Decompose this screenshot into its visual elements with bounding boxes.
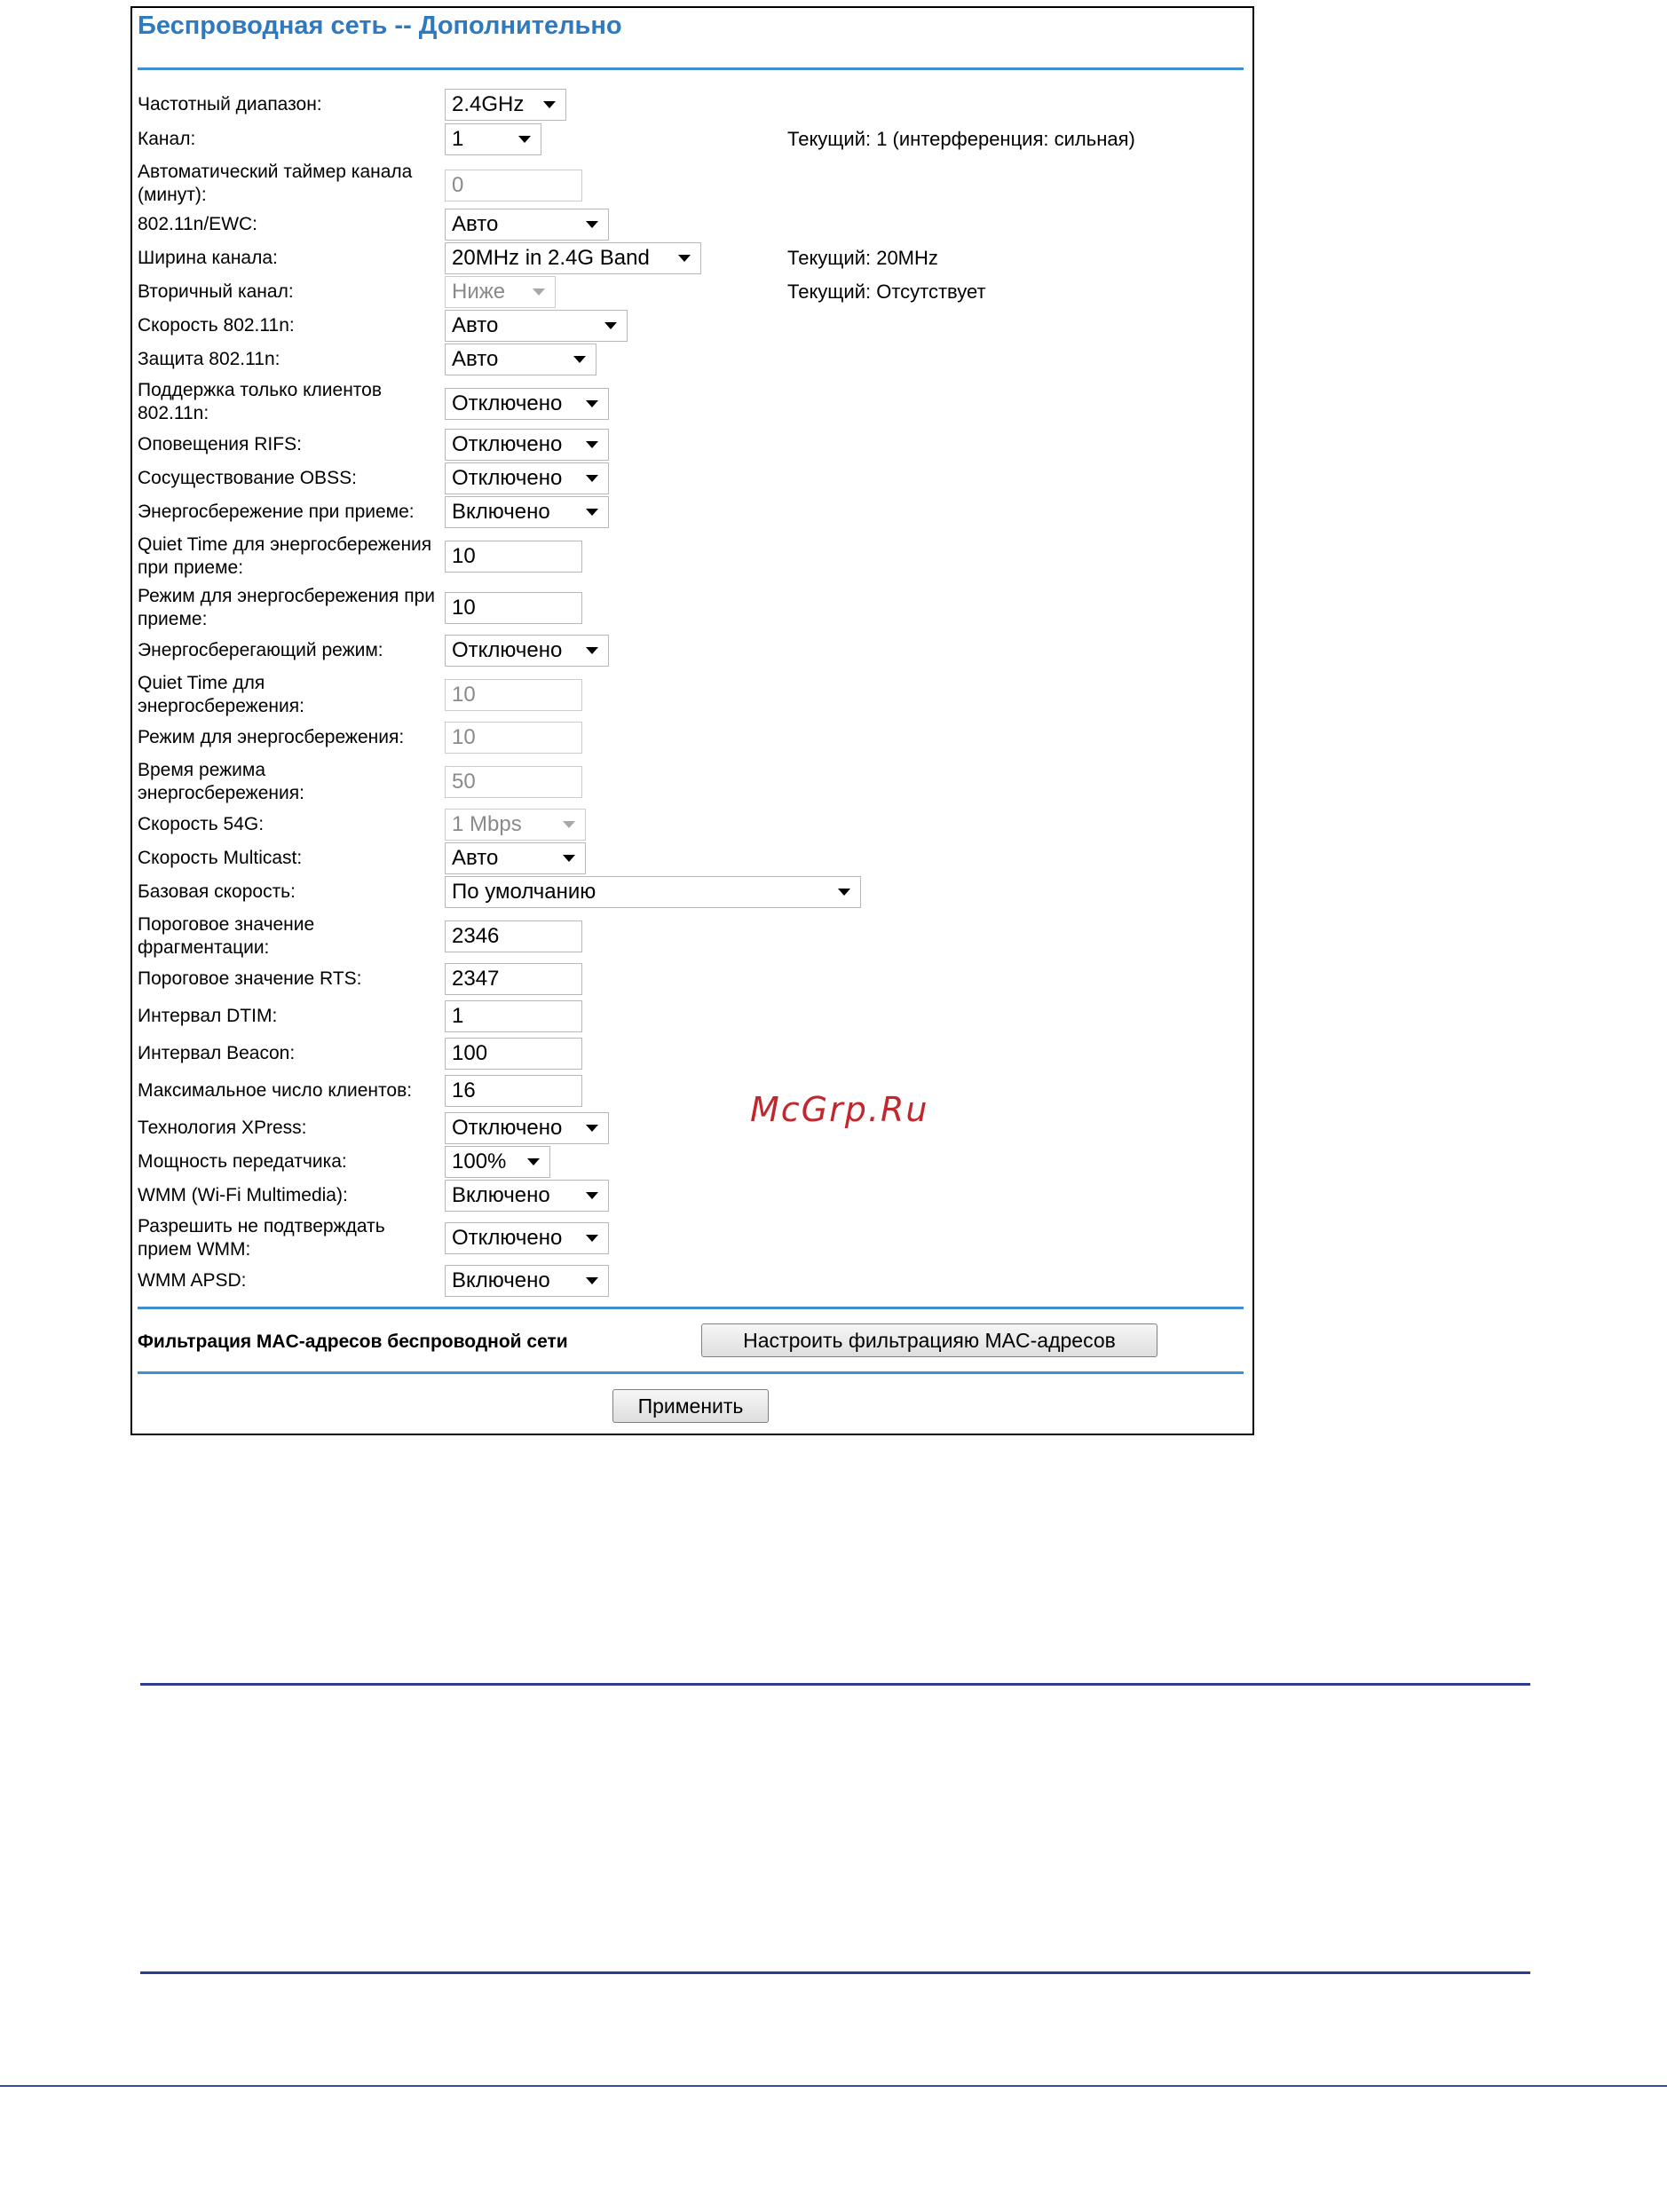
chevron-down-icon	[586, 1125, 598, 1132]
row-dtim	[132, 1000, 1252, 1032]
tx-power-label: Мощность передатчика:	[138, 1151, 347, 1172]
wmm-label: WMM (Wi-Fi Multimedia):	[138, 1185, 348, 1205]
wmm-noack-select[interactable]: Отключено	[445, 1222, 609, 1254]
tx-power-select[interactable]: 100%	[445, 1146, 550, 1178]
chevron-down-icon	[573, 356, 586, 363]
row-basic-rate	[132, 876, 1252, 908]
rx-mode-input[interactable]: 10	[445, 592, 582, 624]
band-label: Частотный диапазон:	[138, 94, 322, 115]
basic-rate-select[interactable]: По умолчанию	[445, 876, 861, 908]
channel-current: Текущий: 1 (интерференция: сильная)	[787, 128, 1135, 150]
protect-11n-label: Защита 802.11n:	[138, 349, 280, 369]
rate-54g-select[interactable]: 1 Mbps	[445, 809, 586, 841]
page-rule-2	[140, 1971, 1530, 1974]
only-11n-label: Поддержка только клиентов 802.11n:	[138, 380, 383, 423]
ps-mode-input[interactable]: 10	[445, 722, 582, 754]
row-max-clients	[132, 1075, 1252, 1107]
ps-quiet-time-input[interactable]: 10	[445, 679, 582, 711]
rate-54g-label: Скорость 54G:	[138, 814, 265, 834]
mac-filter-button[interactable]: Настроить фильтрацияю MAC-адресов	[701, 1323, 1157, 1357]
rts-input[interactable]: 2347	[445, 963, 582, 995]
chevron-down-icon	[586, 509, 598, 516]
chevron-down-icon	[586, 221, 598, 228]
row-frag	[132, 912, 1252, 961]
page-rule-3	[0, 2085, 1667, 2087]
multicast-label: Скорость Multicast:	[138, 848, 303, 868]
apply-button[interactable]: Применить	[612, 1389, 769, 1423]
ewc-label: 802.11n/EWC:	[138, 214, 258, 234]
dtim-input[interactable]: 1	[445, 1000, 582, 1032]
chevron-down-icon	[563, 821, 575, 828]
row-rts	[132, 963, 1252, 995]
row-obss	[132, 462, 1252, 494]
row-only-11n	[132, 377, 1252, 427]
row-tx-power	[132, 1146, 1252, 1178]
row-wmm-apsd	[132, 1265, 1252, 1297]
chevron-down-icon	[543, 101, 556, 108]
dtim-label: Интервал DTIM:	[138, 1006, 278, 1026]
section-divider	[138, 1307, 1244, 1309]
channel-select[interactable]: 1	[445, 123, 541, 155]
row-secondary	[132, 276, 1252, 308]
auto-timer-label: Автоматический таймер канала (минут):	[138, 162, 413, 205]
chevron-down-icon	[604, 322, 617, 329]
protect-11n-select[interactable]: Авто	[445, 344, 596, 375]
row-ps-mode	[132, 722, 1252, 754]
watermark: McGrp.Ru	[750, 1090, 929, 1129]
power-save-mode-select[interactable]: Отключено	[445, 635, 609, 667]
frag-input[interactable]: 2346	[445, 920, 582, 952]
chevron-down-icon	[527, 1158, 540, 1165]
chevron-down-icon	[586, 1277, 598, 1284]
xpress-label: Технология XPress:	[138, 1118, 307, 1138]
rx-mode-label: Режим для энергосбережения при приеме:	[138, 586, 435, 629]
multicast-select[interactable]: Авто	[445, 842, 586, 874]
rts-label: Пороговое значение RTS:	[138, 968, 362, 989]
wmm-apsd-select[interactable]: Включено	[445, 1265, 609, 1297]
mac-filter-label: Фильтрация MAC-адресов беспроводной сети	[138, 1331, 568, 1352]
row-wmm-noack	[132, 1213, 1252, 1263]
row-rate-54g	[132, 809, 1252, 841]
secondary-current: Текущий: Отсутствует	[787, 280, 986, 303]
rx-quiet-time-input[interactable]: 10	[445, 541, 582, 573]
page-title: Беспроводная сеть -- Дополнительно	[138, 12, 622, 40]
row-bandwidth	[132, 242, 1252, 274]
chevron-down-icon	[586, 400, 598, 407]
row-xpress	[132, 1112, 1252, 1144]
row-band	[132, 89, 1252, 121]
secondary-select[interactable]: Ниже	[445, 276, 556, 308]
chevron-down-icon	[678, 255, 691, 262]
secondary-label: Вторичный канал:	[138, 281, 294, 302]
frag-label: Пороговое значение фрагментации:	[138, 914, 315, 958]
chevron-down-icon	[586, 1192, 598, 1199]
row-protect-11n	[132, 344, 1252, 375]
rate-11n-label: Скорость 802.11n:	[138, 315, 295, 336]
xpress-select[interactable]: Отключено	[445, 1112, 609, 1144]
row-power-save-mode	[132, 635, 1252, 667]
title-divider	[138, 67, 1244, 70]
row-beacon	[132, 1038, 1252, 1070]
max-clients-label: Максимальное число клиентов:	[138, 1080, 413, 1101]
beacon-input[interactable]: 100	[445, 1038, 582, 1070]
rx-power-save-select[interactable]: Включено	[445, 496, 609, 528]
max-clients-input[interactable]: 16	[445, 1075, 582, 1107]
wmm-select[interactable]: Включено	[445, 1180, 609, 1212]
chevron-down-icon	[838, 889, 850, 896]
row-rx-mode	[132, 583, 1252, 633]
row-rx-power-save	[132, 496, 1252, 528]
obss-label: Сосуществование OBSS:	[138, 468, 357, 488]
channel-label: Канал:	[138, 129, 196, 149]
row-ewc	[132, 209, 1252, 241]
rate-11n-select[interactable]: Авто	[445, 310, 628, 342]
row-ps-time	[132, 757, 1252, 807]
chevron-down-icon	[586, 647, 598, 654]
row-auto-timer	[132, 159, 1252, 209]
bandwidth-select[interactable]: 20MHz in 2.4G Band	[445, 242, 701, 274]
row-channel	[132, 123, 1252, 155]
row-ps-quiet-time	[132, 670, 1252, 720]
row-rx-quiet-time	[132, 532, 1252, 581]
obss-select[interactable]: Отключено	[445, 462, 609, 494]
rifs-select[interactable]: Отключено	[445, 429, 609, 461]
wmm-apsd-label: WMM APSD:	[138, 1270, 247, 1291]
ps-time-input[interactable]: 50	[445, 766, 582, 798]
beacon-label: Интервал Beacon:	[138, 1043, 296, 1063]
chevron-down-icon	[533, 288, 545, 296]
row-multicast	[132, 842, 1252, 874]
rx-power-save-label: Энергосбережение при приеме:	[138, 502, 415, 522]
advanced-wireless-panel	[130, 6, 1254, 1435]
rifs-label: Оповещения RIFS:	[138, 434, 302, 454]
auto-timer-input[interactable]: 0	[445, 170, 582, 201]
only-11n-select[interactable]: Отключено	[445, 388, 609, 420]
band-select[interactable]: 2.4GHz	[445, 89, 566, 121]
chevron-down-icon	[586, 475, 598, 482]
bandwidth-current: Текущий: 20MHz	[787, 247, 938, 269]
section-divider-2	[138, 1371, 1244, 1374]
basic-rate-label: Базовая скорость:	[138, 881, 296, 902]
ps-mode-label: Режим для энергосбережения:	[138, 727, 405, 747]
chevron-down-icon	[563, 855, 575, 862]
chevron-down-icon	[518, 136, 531, 143]
ps-quiet-time-label: Quiet Time для энергосбережения:	[138, 673, 304, 716]
power-save-mode-label: Энергосберегающий режим:	[138, 640, 383, 660]
wmm-noack-label: Разрешить не подтверждать прием WMM:	[138, 1216, 385, 1260]
ewc-select[interactable]: Авто	[445, 209, 609, 241]
row-rate-11n	[132, 310, 1252, 342]
chevron-down-icon	[586, 1235, 598, 1242]
page-rule-1	[140, 1683, 1530, 1686]
rx-quiet-time-label: Quiet Time для энергосбережения при приеме:	[138, 534, 432, 578]
row-rifs	[132, 429, 1252, 461]
chevron-down-icon	[586, 441, 598, 448]
bandwidth-label: Ширина канала:	[138, 248, 278, 268]
row-wmm	[132, 1180, 1252, 1212]
ps-time-label: Время режима энергосбережения:	[138, 760, 304, 803]
